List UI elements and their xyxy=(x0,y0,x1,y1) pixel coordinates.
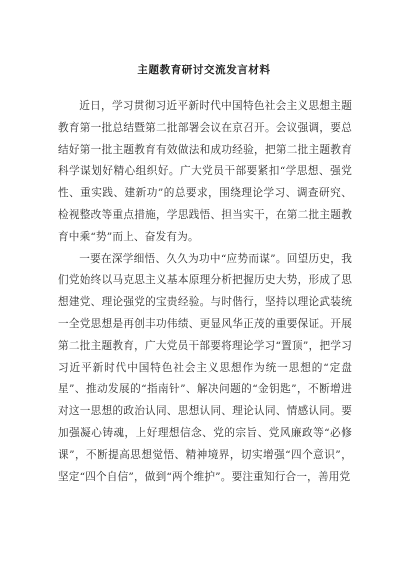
document-title: 主题教育研讨交流发言材料 xyxy=(137,64,271,76)
paragraph-1: 近日，学习贯彻习近平新时代中国特色社会主义思想主题教育第一批总结暨第二批部署会议在京召开。会议强调，要总结好第一批主题教育有效做法和成功经验，把第二批主题教育科学谋划好精心组织好。广大党员干部要紧扣“学思想、强党性、重实践、建新功”的总要求，围绕理论学习、调查研究、检视整改等重点措施，学思践悟、担当实干，在第二批主题教育中乘“势”而上、奋发有为。 xyxy=(58,100,352,243)
paragraph-2: 一要在深学细悟、久久为功中“应势而谋”。回望历史，我们党始终以马克思主义基本原理分析把握历史大势，形成了思想建党、理论强党的宝贵经验。与时偕行，坚持以理论武装统一全党思想是再创丰功伟绩、更显风华正茂的重要保证。开展第二批主题教育，广大党员干部要将理论学习“置顶”，把学习习近平新时代中国特色社会主义思想作为统一思想的“定盘星”、推动发展的“指南针”、解决问题的“金钥匙”，不断增进对这一思想的政治认同、思想认同、理论认同、情感认同。要加强凝心铸魂，上好理想信念、党的宗旨、党风廉政等“必修课”，不断提高思想觉悟、精神境界，切实增强“四个意识”，坚定“四个自信”，做到“两个维护”。要注重知行合一，善用党 xyxy=(58,252,352,483)
document-body xyxy=(58,96,352,488)
